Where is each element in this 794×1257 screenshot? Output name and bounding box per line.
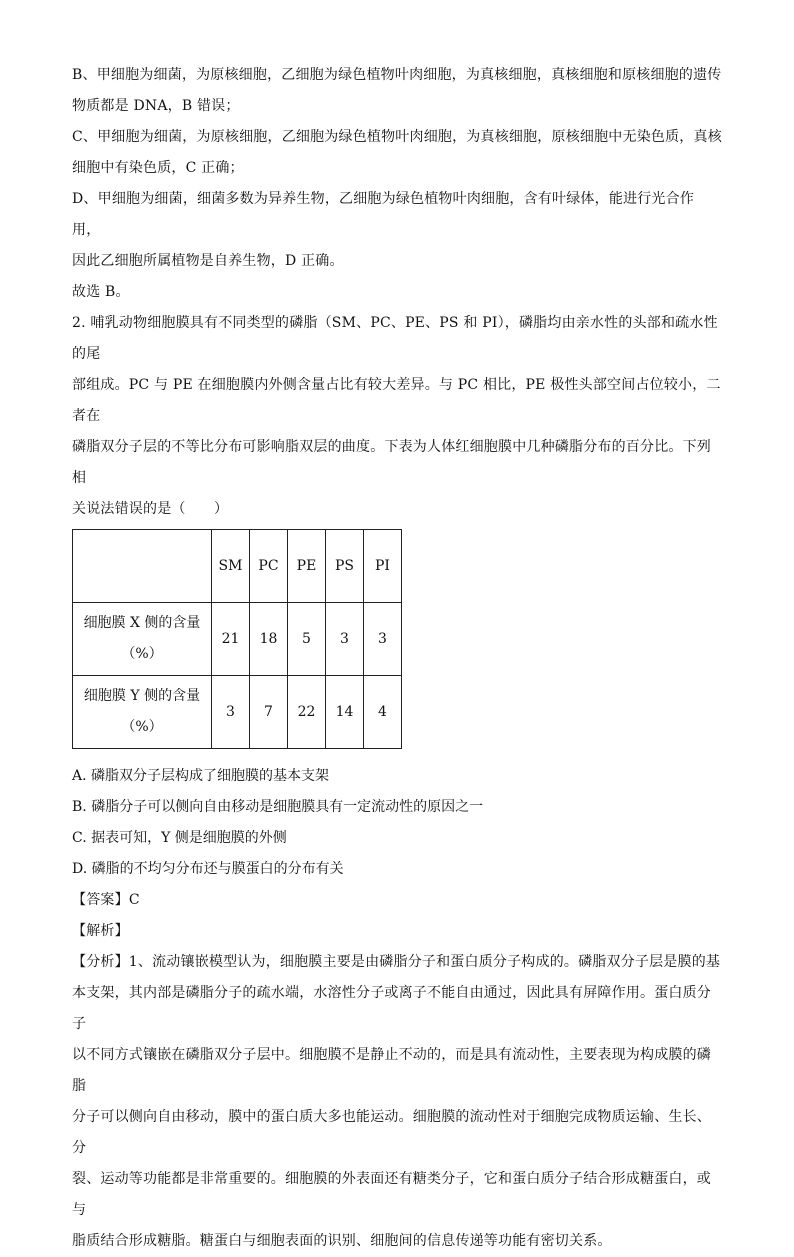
answer-value: C — [128, 892, 140, 908]
table-cell: 21 — [212, 603, 250, 676]
option-c: C. 据表可知，Y 侧是细胞膜的外侧 — [72, 830, 287, 846]
text-line: 细胞中有染色质，C 正确； — [72, 160, 244, 176]
row-label-unit: （%） — [121, 719, 163, 735]
lipid-distribution-table — [72, 529, 402, 749]
prev-conclusion: 故选 B。 — [72, 284, 130, 300]
prev-answer-option-c — [72, 122, 722, 184]
option-a: A. 磷脂双分子层构成了细胞膜的基本支架 — [72, 768, 330, 784]
question-stem — [72, 308, 722, 525]
answer-line — [72, 885, 722, 916]
table-cell: 4 — [364, 676, 402, 749]
text-line: 因此乙细胞所属植物是自养生物，D 正确。 — [72, 253, 344, 269]
table-header-cell: PS — [326, 530, 364, 603]
option-d: D. 磷脂的不均匀分布还与膜蛋白的分布有关 — [72, 861, 344, 877]
table-cell: 3 — [326, 603, 364, 676]
analysis-paragraph — [72, 947, 722, 1257]
text-line: B、甲细胞为细菌，为原核细胞，乙细胞为绿色植物叶肉细胞，为真核细胞，真核细胞和原核细胞的遗传 — [72, 67, 722, 83]
text-line: 2. 哺乳动物细胞膜具有不同类型的磷脂（SM、PC、PE、PS 和 PI），磷脂均由亲水性的头部和疏水性的尾 — [72, 315, 718, 362]
prev-answer-option-b — [72, 60, 722, 122]
table-cell: 3 — [364, 603, 402, 676]
prev-answer-option-d — [72, 184, 722, 277]
table-row-label — [73, 603, 212, 676]
text-line: 部组成。PC 与 PE 在细胞膜内外侧含量占比有较大差异。与 PC 相比，PE 极性头部空间占位较小，二者在 — [72, 377, 721, 424]
row-label-unit: （%） — [121, 646, 163, 662]
lipid-table-wrap — [72, 529, 722, 749]
table-header-cell: PC — [250, 530, 288, 603]
option-b: B. 磷脂分子可以侧向自由移动是细胞膜具有一定流动性的原因之一 — [72, 799, 484, 815]
text-line: 以不同方式镶嵌在磷脂双分子层中。细胞膜不是静止不动的，而是具有流动性，主要表现为构成膜的磷脂 — [72, 1047, 711, 1094]
text-line: 关说法错误的是（ ） — [72, 501, 229, 517]
table-cell: 18 — [250, 603, 288, 676]
text-line: 本支架，其内部是磷脂分子的疏水端，水溶性分子或离子不能自由通过，因此具有屏障作用。蛋白质分子 — [72, 985, 711, 1032]
table-header-cell: SM — [212, 530, 250, 603]
table-header-cell: PE — [288, 530, 326, 603]
table-cell: 3 — [212, 676, 250, 749]
table-cell: 5 — [288, 603, 326, 676]
answer-tag: 【答案】 — [72, 892, 129, 908]
table-header-cell: PI — [364, 530, 402, 603]
row-label-line: 细胞膜 Y 侧的含量 — [83, 688, 201, 704]
text-line: 裂、运动等功能都是非常重要的。细胞膜的外表面还有糖类分子，它和蛋白质分子结合形成糖蛋白，或与 — [72, 1171, 711, 1218]
document-page — [72, 60, 722, 1257]
table-cell: 22 — [288, 676, 326, 749]
text-line: 物质都是 DNA，B 错误； — [72, 98, 240, 114]
text-line: 分子可以侧向自由移动，膜中的蛋白质大多也能运动。细胞膜的流动性对于细胞完成物质运输、生长、分 — [72, 1109, 711, 1156]
text-line: 【分析】1、流动镶嵌模型认为，细胞膜主要是由磷脂分子和蛋白质分子构成的。磷脂双分子层是膜的基 — [72, 954, 721, 970]
table-header-cell — [73, 530, 212, 603]
table-cell: 7 — [250, 676, 288, 749]
text-line: 磷脂双分子层的不等比分布可影响脂双层的曲度。下表为人体红细胞膜中几种磷脂分布的百分比。下列相 — [72, 439, 711, 486]
table-row-label — [73, 676, 212, 749]
table-cell: 14 — [326, 676, 364, 749]
table-header-row — [73, 530, 402, 603]
text-line: C、甲细胞为细菌，为原核细胞，乙细胞为绿色植物叶肉细胞，为真核细胞，原核细胞中无染色质，真核 — [72, 129, 722, 145]
text-line: 脂质结合形成糖脂。糖蛋白与细胞表面的识别、细胞间的信息传递等功能有密切关系。 — [72, 1233, 612, 1249]
table-row — [73, 603, 402, 676]
text-line: D、甲细胞为细菌，细菌多数为异养生物，乙细胞为绿色植物叶肉细胞，含有叶绿体，能进行光合作用， — [72, 191, 695, 238]
table-row — [73, 676, 402, 749]
row-label-line: 细胞膜 X 侧的含量 — [83, 615, 201, 631]
analysis-tag: 【解析】 — [72, 923, 129, 939]
